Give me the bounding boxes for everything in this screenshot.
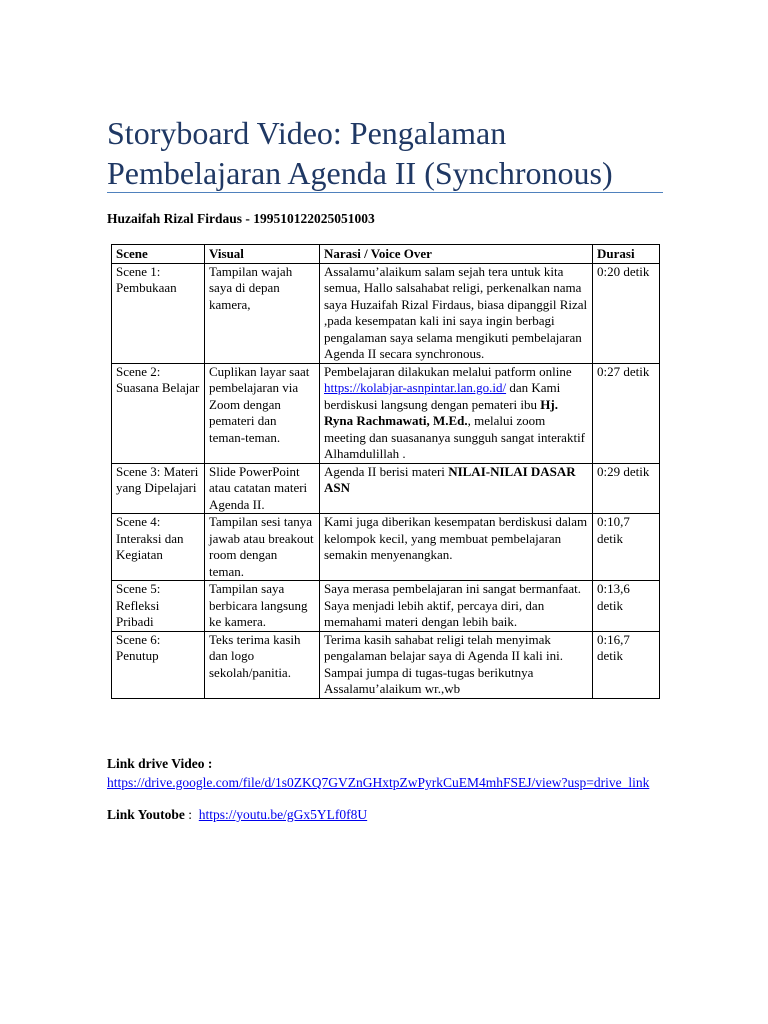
durasi-cell: 0:27 detik bbox=[593, 363, 660, 463]
table-row bbox=[112, 581, 660, 632]
visual-cell: Cuplikan layar saat pembelajaran via Zoom dengan pemateri dan teman-teman. bbox=[205, 363, 320, 463]
drive-link-label: Link drive Video : bbox=[107, 756, 213, 771]
drive-link[interactable]: https://drive.google.com/file/d/1s0ZKQ7GVZnGHxtpZwPyrkCuEM4mhFSEJ/view?usp=drive_link bbox=[107, 775, 650, 790]
header-narasi: Narasi / Voice Over bbox=[320, 245, 593, 264]
durasi-cell: 0:13,6 detik bbox=[593, 581, 660, 632]
table-row bbox=[112, 263, 660, 363]
youtube-link[interactable]: https://youtu.be/gGx5YLf0f8U bbox=[198, 807, 368, 822]
header-visual: Visual bbox=[205, 245, 320, 264]
scene-cell: Scene 1: Pembukaan bbox=[112, 263, 205, 363]
scene-cell: Scene 5: Refleksi Pribadi bbox=[112, 581, 205, 632]
youtube-link-line bbox=[107, 807, 367, 823]
narasi-text: Pembelajaran dilakukan melalui patform online bbox=[324, 363, 572, 379]
table-header-row bbox=[112, 245, 660, 264]
visual-cell: Tampilan saya berbicara langsung ke kamera. bbox=[205, 581, 320, 632]
drive-link-line bbox=[107, 775, 649, 791]
narasi-text: dan Kami berdiskusi langsung dengan pemateri ibu bbox=[324, 380, 561, 412]
narasi-text: Agenda II berisi materi bbox=[324, 463, 445, 479]
narasi-cell: Terima kasih sahabat religi telah menyimak pengalaman belajar saya di Agenda II kali ini. Sampai jumpa di tugas-tugas berikutnya Assalamu’alaikum wr.,wb bbox=[320, 631, 593, 698]
durasi-cell: 0:10,7 detik bbox=[593, 514, 660, 581]
scene-cell: Scene 3: Materi yang Dipelajari bbox=[112, 463, 205, 514]
materi-title: NILAI-NILAI DASAR ASN bbox=[324, 463, 576, 495]
narasi-cell: Assalamu’alaikum salam sejah tera untuk kita semua, Hallo salsahabat religi, perkenalkan nama saya Huzaifah Rizal Firdaus, biasa dipanggil Rizal ,pada kesempatan kali ini saya ingin berbagi pengalaman saya selama mengikuti pembelajaran Agenda II secara synchronous. bbox=[320, 263, 593, 363]
narasi-cell bbox=[320, 463, 593, 514]
durasi-cell: 0:29 detik bbox=[593, 463, 660, 514]
narasi-cell: Saya merasa pembelajaran ini sangat bermanfaat. Saya menjadi lebih aktif, percaya diri, dan memahami materi dengan lebih baik. bbox=[320, 581, 593, 632]
title-divider bbox=[107, 192, 663, 193]
youtube-link-label: Link Youtobe bbox=[107, 807, 185, 822]
table-row bbox=[112, 363, 660, 463]
durasi-cell: 0:16,7 detik bbox=[593, 631, 660, 698]
scene-cell: Scene 6: Penutup bbox=[112, 631, 205, 698]
narasi-cell bbox=[320, 363, 593, 463]
scene-cell: Scene 4: Interaksi dan Kegiatan bbox=[112, 514, 205, 581]
table-row bbox=[112, 514, 660, 581]
document-title: Storyboard Video: Pengalaman Pembelajaran Agenda II (Synchronous) bbox=[107, 115, 613, 191]
scene-cell: Scene 2: Suasana Belajar bbox=[112, 363, 205, 463]
pemateri-name: Hj. Ryna Rachmawati, M.Ed. bbox=[324, 396, 558, 428]
narasi-text: , melalui zoom meeting dan suasananya sungguh sangat interaktif Alhamdulillah . bbox=[324, 413, 586, 461]
table-row bbox=[112, 631, 660, 698]
visual-cell: Tampilan sesi tanya jawab atau breakout room dengan teman. bbox=[205, 514, 320, 581]
youtube-separator: : bbox=[184, 807, 199, 822]
author-line: Huzaifah Rizal Firdaus - 199510122025051003 bbox=[107, 211, 375, 226]
header-durasi: Durasi bbox=[593, 245, 660, 264]
storyboard-table bbox=[111, 244, 660, 699]
visual-cell: Tampilan wajah saya di depan kamera, bbox=[205, 263, 320, 363]
visual-cell: Slide PowerPoint atau catatan materi Agenda II. bbox=[205, 463, 320, 514]
durasi-cell: 0:20 detik bbox=[593, 263, 660, 363]
table-row bbox=[112, 463, 660, 514]
visual-cell: Teks terima kasih dan logo sekolah/panitia. bbox=[205, 631, 320, 698]
header-scene: Scene bbox=[112, 245, 205, 264]
narasi-cell: Kami juga diberikan kesempatan berdiskusi dalam kelompok kecil, yang membuat pembelajaran semakin menyenangkan. bbox=[320, 514, 593, 581]
kolabjar-link[interactable]: https://kolabjar-asnpintar.lan.go.id/ bbox=[324, 380, 507, 395]
